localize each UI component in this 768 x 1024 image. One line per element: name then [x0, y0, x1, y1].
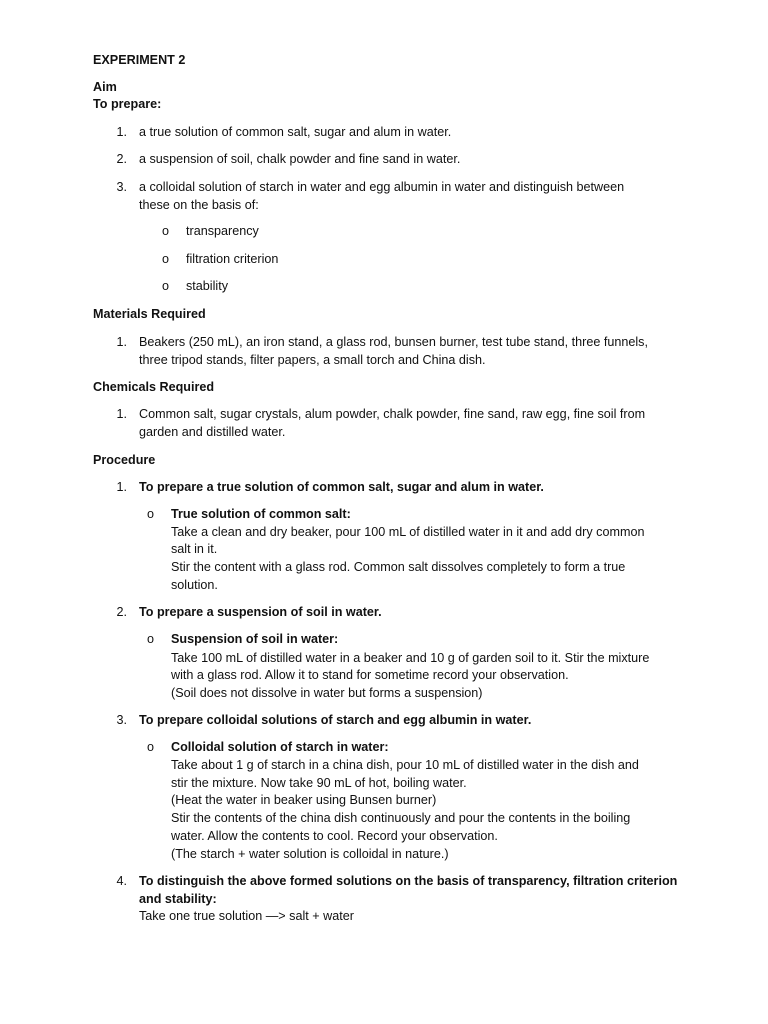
procedure-heading: Procedure — [93, 453, 156, 467]
criterion-item: filtration criterion — [186, 252, 279, 266]
aim-subheading: To prepare: — [93, 97, 162, 111]
sub-bullet: o — [162, 224, 170, 238]
criterion-item: transparency — [186, 224, 259, 238]
chemicals-heading: Chemicals Required — [93, 380, 215, 394]
sub-bullet: o — [162, 252, 170, 266]
aim-heading: Aim — [93, 80, 117, 94]
chemicals-item-number: 1. — [116, 407, 127, 421]
materials-item-number: 1. — [116, 335, 127, 349]
step-title: To prepare a suspension of soil in water. — [139, 605, 382, 619]
aim-item-text: a suspension of soil, chalk powder and fine sand in water. — [139, 152, 461, 166]
step-number: 4. — [116, 874, 127, 888]
step-text: Stir the content with a glass rod. Common salt dissolves completely to form a true — [171, 560, 626, 574]
step-text: (The starch + water solution is colloidal in nature.) — [171, 847, 449, 861]
step-subtitle: True solution of common salt: — [171, 507, 351, 521]
materials-heading: Materials Required — [93, 307, 206, 321]
chemicals-item-text: garden and distilled water. — [139, 425, 286, 439]
step-title: To distinguish the above formed solutions on the basis of transparency, filtration criterion — [139, 874, 678, 888]
chemicals-item-text: Common salt, sugar crystals, alum powder, chalk powder, fine sand, raw egg, fine soil from — [139, 407, 646, 421]
step-text: Take 100 mL of distilled water in a beaker and 10 g of garden soil to it. Stir the mixture — [171, 651, 650, 665]
step-title: To prepare colloidal solutions of starch and egg albumin in water. — [139, 713, 532, 727]
step-subtitle: Suspension of soil in water: — [171, 632, 339, 646]
aim-item-text: these on the basis of: — [139, 198, 259, 212]
step-text: water. Allow the contents to cool. Record your observation. — [171, 829, 498, 843]
step-title: To prepare a true solution of common salt, sugar and alum in water. — [139, 480, 544, 494]
aim-item-text: a true solution of common salt, sugar and alum in water. — [139, 125, 452, 139]
step-number: 1. — [116, 480, 127, 494]
step-title: and stability: — [139, 892, 217, 906]
step-number: 3. — [116, 713, 127, 727]
page-title: EXPERIMENT 2 — [93, 53, 186, 67]
step-text: solution. — [171, 578, 218, 592]
step-text: (Heat the water in beaker using Bunsen burner) — [171, 793, 437, 807]
step-text: salt in it. — [171, 542, 218, 556]
sub-bullet: o — [162, 279, 170, 293]
criterion-item: stability — [186, 279, 228, 293]
aim-item-number: 2. — [116, 152, 127, 166]
materials-item-text: Beakers (250 mL), an iron stand, a glass rod, bunsen burner, test tube stand, three funnels, — [139, 335, 648, 349]
step-text: Take a clean and dry beaker, pour 100 mL of distilled water in it and add dry common — [171, 525, 645, 539]
sub-bullet: o — [147, 632, 155, 646]
sub-bullet: o — [147, 740, 155, 754]
aim-item-number: 3. — [116, 180, 127, 194]
step-text: Take one true solution —> salt + water — [139, 909, 354, 923]
step-text: Take about 1 g of starch in a china dish, pour 10 mL of distilled water in the dish and — [171, 758, 639, 772]
step-text: Stir the contents of the china dish continuously and pour the contents in the boiling — [171, 811, 631, 825]
aim-item-number: 1. — [116, 125, 127, 139]
step-text: stir the mixture. Now take 90 mL of hot, boiling water. — [171, 776, 467, 790]
aim-item-text: a colloidal solution of starch in water and egg albumin in water and distinguish between — [139, 180, 625, 194]
step-text: (Soil does not dissolve in water but forms a suspension) — [171, 686, 483, 700]
step-subtitle: Colloidal solution of starch in water: — [171, 740, 389, 754]
sub-bullet: o — [147, 507, 155, 521]
step-text: with a glass rod. Allow it to stand for sometime record your observation. — [171, 668, 569, 682]
step-number: 2. — [116, 605, 127, 619]
materials-item-text: three tripod stands, filter papers, a small torch and China dish. — [139, 353, 486, 367]
